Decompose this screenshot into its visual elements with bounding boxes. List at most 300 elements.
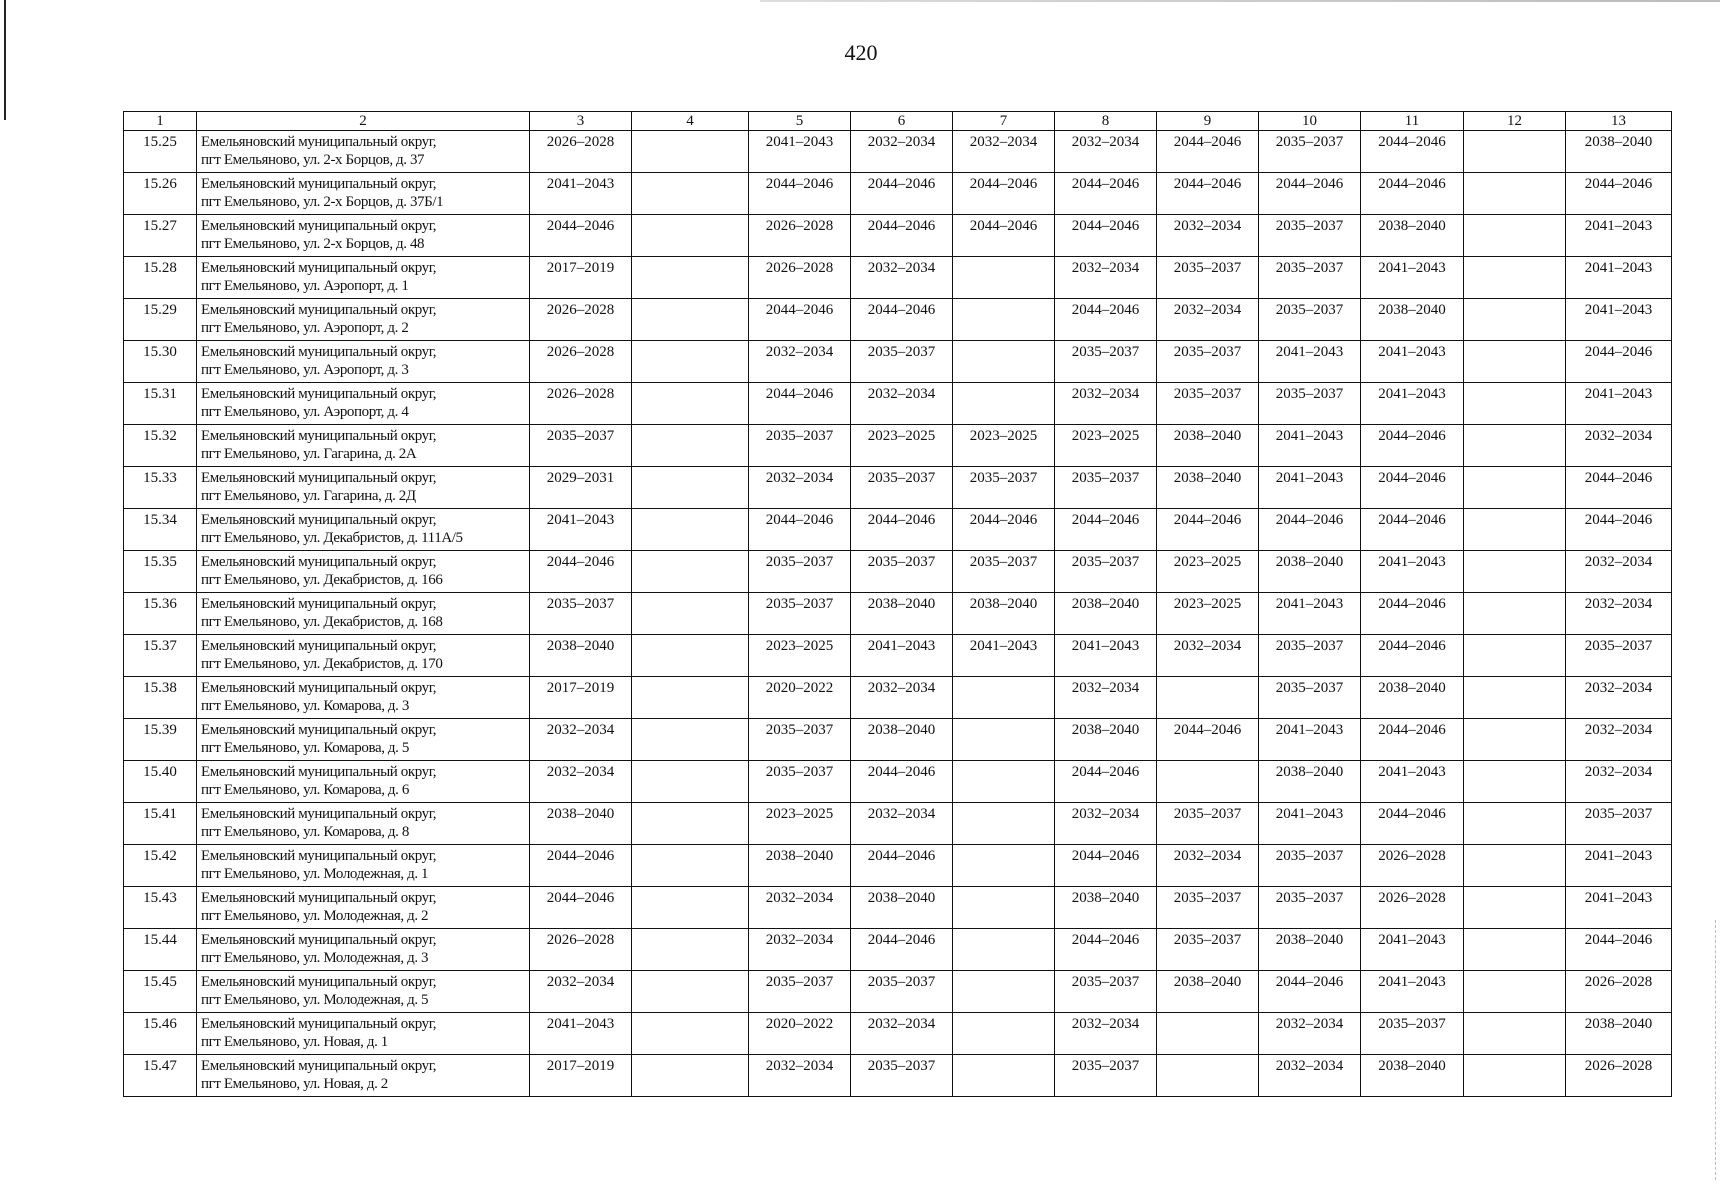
period-cell-col3: 2026–2028 xyxy=(530,131,632,173)
row-number-cell: 15.25 xyxy=(124,131,197,173)
period-cell-col5: 2035–2037 xyxy=(749,719,851,761)
row-number-cell: 15.40 xyxy=(124,761,197,803)
period-cell-col8: 2032–2034 xyxy=(1055,677,1157,719)
row-number-cell: 15.47 xyxy=(124,1055,197,1097)
period-cell-col6: 2044–2046 xyxy=(851,845,953,887)
period-cell-col8: 2032–2034 xyxy=(1055,803,1157,845)
period-cell-col9: 2035–2037 xyxy=(1157,887,1259,929)
address-line-2: пгт Емельяново, ул. Аэропорт, д. 4 xyxy=(201,404,409,420)
period-cell-col3: 2026–2028 xyxy=(530,929,632,971)
period-cell-col7 xyxy=(953,341,1055,383)
address-line-2: пгт Емельяново, ул. Комарова, д. 8 xyxy=(201,824,409,840)
address-line-2: пгт Емельяново, ул. Аэропорт, д. 3 xyxy=(201,362,409,378)
table-body xyxy=(124,131,1672,1097)
period-cell-col10: 2035–2037 xyxy=(1259,845,1361,887)
period-cell-col6: 2032–2034 xyxy=(851,803,953,845)
period-cell-col12 xyxy=(1464,173,1566,215)
column-header: 2 xyxy=(197,112,530,131)
address-line-2: пгт Емельяново, ул. Декабристов, д. 170 xyxy=(201,656,443,672)
period-cell-col3: 2017–2019 xyxy=(530,677,632,719)
address-line-1: Емельяновский муниципальный округ, xyxy=(201,344,437,360)
period-cell-col4 xyxy=(632,677,749,719)
table-row xyxy=(124,761,1672,803)
period-cell-col10: 2041–2043 xyxy=(1259,467,1361,509)
address-line-2: пгт Емельяново, ул. Комарова, д. 3 xyxy=(201,698,409,714)
period-cell-col6: 2041–2043 xyxy=(851,635,953,677)
period-cell-col8: 2032–2034 xyxy=(1055,1013,1157,1055)
period-cell-col10: 2035–2037 xyxy=(1259,257,1361,299)
period-cell-col8: 2023–2025 xyxy=(1055,425,1157,467)
period-cell-col10: 2038–2040 xyxy=(1259,929,1361,971)
period-cell-col13: 2035–2037 xyxy=(1566,635,1672,677)
period-cell-col11: 2044–2046 xyxy=(1361,425,1464,467)
period-cell-col12 xyxy=(1464,509,1566,551)
address-cell xyxy=(197,1013,530,1055)
row-number-cell: 15.31 xyxy=(124,383,197,425)
period-cell-col3: 2026–2028 xyxy=(530,341,632,383)
period-cell-col7: 2044–2046 xyxy=(953,215,1055,257)
period-cell-col8: 2044–2046 xyxy=(1055,173,1157,215)
period-cell-col12 xyxy=(1464,299,1566,341)
row-number-cell: 15.28 xyxy=(124,257,197,299)
column-header: 8 xyxy=(1055,112,1157,131)
address-line-1: Емельяновский муниципальный округ, xyxy=(201,638,437,654)
row-number-cell: 15.46 xyxy=(124,1013,197,1055)
period-cell-col11: 2041–2043 xyxy=(1361,551,1464,593)
period-cell-col11: 2038–2040 xyxy=(1361,215,1464,257)
period-cell-col10: 2044–2046 xyxy=(1259,509,1361,551)
scan-edge-top xyxy=(760,0,1720,2)
row-number-cell: 15.33 xyxy=(124,467,197,509)
period-cell-col8: 2044–2046 xyxy=(1055,509,1157,551)
period-cell-col11: 2041–2043 xyxy=(1361,971,1464,1013)
table-row xyxy=(124,677,1672,719)
period-cell-col10: 2035–2037 xyxy=(1259,131,1361,173)
period-cell-col10: 2032–2034 xyxy=(1259,1013,1361,1055)
address-cell xyxy=(197,593,530,635)
table-row xyxy=(124,929,1672,971)
period-cell-col4 xyxy=(632,803,749,845)
period-cell-col10: 2035–2037 xyxy=(1259,299,1361,341)
period-cell-col8: 2044–2046 xyxy=(1055,215,1157,257)
period-cell-col7 xyxy=(953,1013,1055,1055)
period-cell-col4 xyxy=(632,131,749,173)
period-cell-col3: 2044–2046 xyxy=(530,887,632,929)
table-row xyxy=(124,845,1672,887)
address-line-1: Емельяновский муниципальный округ, xyxy=(201,134,437,150)
period-cell-col11: 2035–2037 xyxy=(1361,1013,1464,1055)
period-cell-col5: 2032–2034 xyxy=(749,467,851,509)
address-line-2: пгт Емельяново, ул. Молодежная, д. 1 xyxy=(201,866,429,882)
period-cell-col4 xyxy=(632,1013,749,1055)
row-number-cell: 15.35 xyxy=(124,551,197,593)
period-cell-col12 xyxy=(1464,677,1566,719)
period-cell-col10: 2032–2034 xyxy=(1259,1055,1361,1097)
period-cell-col8: 2035–2037 xyxy=(1055,551,1157,593)
period-cell-col4 xyxy=(632,299,749,341)
column-header: 5 xyxy=(749,112,851,131)
period-cell-col11: 2041–2043 xyxy=(1361,257,1464,299)
period-cell-col10: 2035–2037 xyxy=(1259,383,1361,425)
period-cell-col11: 2026–2028 xyxy=(1361,845,1464,887)
address-line-2: пгт Емельяново, ул. Аэропорт, д. 1 xyxy=(201,278,409,294)
period-cell-col4 xyxy=(632,1055,749,1097)
address-line-2: пгт Емельяново, ул. Гагарина, д. 2А xyxy=(201,446,417,462)
period-cell-col12 xyxy=(1464,971,1566,1013)
period-cell-col11: 2044–2046 xyxy=(1361,467,1464,509)
period-cell-col13: 2026–2028 xyxy=(1566,1055,1672,1097)
period-cell-col11: 2041–2043 xyxy=(1361,929,1464,971)
period-cell-col8: 2032–2034 xyxy=(1055,131,1157,173)
period-cell-col13: 2026–2028 xyxy=(1566,971,1672,1013)
address-cell xyxy=(197,509,530,551)
period-cell-col6: 2044–2046 xyxy=(851,299,953,341)
period-cell-col5: 2041–2043 xyxy=(749,131,851,173)
period-cell-col11: 2041–2043 xyxy=(1361,383,1464,425)
period-cell-col10: 2041–2043 xyxy=(1259,425,1361,467)
period-cell-col7 xyxy=(953,803,1055,845)
period-cell-col4 xyxy=(632,635,749,677)
period-cell-col9: 2044–2046 xyxy=(1157,509,1259,551)
period-cell-col3: 2035–2037 xyxy=(530,593,632,635)
period-cell-col7 xyxy=(953,929,1055,971)
row-number-cell: 15.41 xyxy=(124,803,197,845)
period-cell-col5: 2026–2028 xyxy=(749,257,851,299)
period-cell-col11: 2026–2028 xyxy=(1361,887,1464,929)
address-line-1: Емельяновский муниципальный округ, xyxy=(201,1058,437,1074)
period-cell-col11: 2044–2046 xyxy=(1361,131,1464,173)
period-cell-col6: 2035–2037 xyxy=(851,1055,953,1097)
period-cell-col3: 2032–2034 xyxy=(530,971,632,1013)
period-cell-col9: 2023–2025 xyxy=(1157,593,1259,635)
period-cell-col11: 2044–2046 xyxy=(1361,635,1464,677)
period-cell-col9 xyxy=(1157,1013,1259,1055)
table-row xyxy=(124,299,1672,341)
period-cell-col7: 2041–2043 xyxy=(953,635,1055,677)
column-header: 3 xyxy=(530,112,632,131)
period-cell-col3: 2029–2031 xyxy=(530,467,632,509)
period-cell-col8: 2044–2046 xyxy=(1055,845,1157,887)
address-cell xyxy=(197,803,530,845)
table-row xyxy=(124,173,1672,215)
address-line-1: Емельяновский муниципальный округ, xyxy=(201,806,437,822)
period-cell-col12 xyxy=(1464,131,1566,173)
period-cell-col10: 2035–2037 xyxy=(1259,635,1361,677)
address-line-2: пгт Емельяново, ул. Декабристов, д. 166 xyxy=(201,572,443,588)
period-cell-col13: 2035–2037 xyxy=(1566,803,1672,845)
period-cell-col7 xyxy=(953,1055,1055,1097)
period-cell-col13: 2041–2043 xyxy=(1566,887,1672,929)
period-cell-col13: 2044–2046 xyxy=(1566,341,1672,383)
period-cell-col13: 2032–2034 xyxy=(1566,425,1672,467)
period-cell-col9 xyxy=(1157,761,1259,803)
address-line-1: Емельяновский муниципальный округ, xyxy=(201,974,437,990)
period-cell-col12 xyxy=(1464,929,1566,971)
period-cell-col4 xyxy=(632,257,749,299)
period-cell-col13: 2041–2043 xyxy=(1566,845,1672,887)
period-cell-col7 xyxy=(953,887,1055,929)
row-number-cell: 15.42 xyxy=(124,845,197,887)
period-cell-col4 xyxy=(632,593,749,635)
table-row xyxy=(124,383,1672,425)
period-cell-col12 xyxy=(1464,467,1566,509)
address-cell xyxy=(197,257,530,299)
period-cell-col3: 2038–2040 xyxy=(530,635,632,677)
period-cell-col9: 2038–2040 xyxy=(1157,425,1259,467)
period-cell-col6: 2032–2034 xyxy=(851,131,953,173)
period-cell-col9 xyxy=(1157,1055,1259,1097)
period-cell-col5: 2026–2028 xyxy=(749,215,851,257)
period-cell-col3: 2026–2028 xyxy=(530,299,632,341)
row-number-cell: 15.30 xyxy=(124,341,197,383)
address-line-1: Емельяновский муниципальный округ, xyxy=(201,932,437,948)
period-cell-col8: 2044–2046 xyxy=(1055,299,1157,341)
period-cell-col10: 2035–2037 xyxy=(1259,677,1361,719)
address-line-2: пгт Емельяново, ул. Молодежная, д. 3 xyxy=(201,950,429,966)
period-cell-col5: 2035–2037 xyxy=(749,761,851,803)
period-cell-col13: 2041–2043 xyxy=(1566,299,1672,341)
period-cell-col9: 2035–2037 xyxy=(1157,383,1259,425)
address-line-2: пгт Емельяново, ул. Аэропорт, д. 2 xyxy=(201,320,409,336)
address-cell xyxy=(197,215,530,257)
period-cell-col3: 2032–2034 xyxy=(530,719,632,761)
table-row xyxy=(124,551,1672,593)
period-cell-col9: 2032–2034 xyxy=(1157,845,1259,887)
period-cell-col3: 2041–2043 xyxy=(530,1013,632,1055)
table-row xyxy=(124,635,1672,677)
period-cell-col9: 2044–2046 xyxy=(1157,131,1259,173)
period-cell-col12 xyxy=(1464,551,1566,593)
period-cell-col5: 2032–2034 xyxy=(749,887,851,929)
address-cell xyxy=(197,1055,530,1097)
address-line-2: пгт Емельяново, ул. 2-х Борцов, д. 48 xyxy=(201,236,425,252)
period-cell-col6: 2032–2034 xyxy=(851,257,953,299)
period-cell-col3: 2026–2028 xyxy=(530,383,632,425)
address-line-2: пгт Емельяново, ул. Комарова, д. 6 xyxy=(201,782,409,798)
address-cell xyxy=(197,971,530,1013)
period-cell-col7 xyxy=(953,845,1055,887)
period-cell-col6: 2044–2046 xyxy=(851,173,953,215)
period-cell-col11: 2044–2046 xyxy=(1361,509,1464,551)
address-line-2: пгт Емельяново, ул. Молодежная, д. 2 xyxy=(201,908,429,924)
row-number-cell: 15.39 xyxy=(124,719,197,761)
column-header: 9 xyxy=(1157,112,1259,131)
period-cell-col6: 2035–2037 xyxy=(851,467,953,509)
address-line-1: Емельяновский муниципальный округ, xyxy=(201,554,437,570)
row-number-cell: 15.34 xyxy=(124,509,197,551)
table-row xyxy=(124,509,1672,551)
period-cell-col12 xyxy=(1464,761,1566,803)
header-row xyxy=(124,112,1672,131)
period-cell-col9: 2038–2040 xyxy=(1157,971,1259,1013)
period-cell-col7: 2044–2046 xyxy=(953,173,1055,215)
address-line-1: Емельяновский муниципальный округ, xyxy=(201,470,437,486)
period-cell-col3: 2038–2040 xyxy=(530,803,632,845)
period-cell-col6: 2044–2046 xyxy=(851,929,953,971)
period-cell-col6: 2023–2025 xyxy=(851,425,953,467)
address-line-1: Емельяновский муниципальный округ, xyxy=(201,428,437,444)
address-cell xyxy=(197,677,530,719)
period-cell-col6: 2032–2034 xyxy=(851,677,953,719)
period-cell-col13: 2032–2034 xyxy=(1566,719,1672,761)
period-cell-col7 xyxy=(953,677,1055,719)
address-line-1: Емельяновский муниципальный округ, xyxy=(201,848,437,864)
table-row xyxy=(124,1013,1672,1055)
table-row xyxy=(124,803,1672,845)
period-cell-col5: 2035–2037 xyxy=(749,425,851,467)
address-cell xyxy=(197,929,530,971)
address-cell xyxy=(197,299,530,341)
period-cell-col3: 2041–2043 xyxy=(530,173,632,215)
address-line-2: пгт Емельяново, ул. Декабристов, д. 111А/5 xyxy=(201,530,463,546)
period-cell-col11: 2038–2040 xyxy=(1361,1055,1464,1097)
period-cell-col8: 2044–2046 xyxy=(1055,929,1157,971)
address-cell xyxy=(197,551,530,593)
column-header: 7 xyxy=(953,112,1055,131)
address-line-1: Емельяновский муниципальный округ, xyxy=(201,512,437,528)
period-cell-col4 xyxy=(632,929,749,971)
address-line-1: Емельяновский муниципальный округ, xyxy=(201,890,437,906)
period-cell-col13: 2044–2046 xyxy=(1566,929,1672,971)
period-cell-col7: 2035–2037 xyxy=(953,551,1055,593)
period-cell-col4 xyxy=(632,719,749,761)
row-number-cell: 15.44 xyxy=(124,929,197,971)
table-row xyxy=(124,341,1672,383)
period-cell-col12 xyxy=(1464,719,1566,761)
address-cell xyxy=(197,635,530,677)
period-cell-col5: 2020–2022 xyxy=(749,1013,851,1055)
period-cell-col8: 2032–2034 xyxy=(1055,383,1157,425)
period-cell-col7 xyxy=(953,257,1055,299)
period-cell-col5: 2032–2034 xyxy=(749,1055,851,1097)
period-cell-col13: 2032–2034 xyxy=(1566,761,1672,803)
table-row xyxy=(124,467,1672,509)
page-number: 420 xyxy=(844,40,878,65)
address-line-1: Емельяновский муниципальный округ, xyxy=(201,302,437,318)
column-header: 1 xyxy=(124,112,197,131)
address-line-1: Емельяновский муниципальный округ, xyxy=(201,260,437,276)
period-cell-col7: 2035–2037 xyxy=(953,467,1055,509)
period-cell-col5: 2035–2037 xyxy=(749,551,851,593)
period-cell-col4 xyxy=(632,341,749,383)
address-line-2: пгт Емельяново, ул. Комарова, д. 5 xyxy=(201,740,409,756)
column-header: 6 xyxy=(851,112,953,131)
period-cell-col12 xyxy=(1464,1055,1566,1097)
period-cell-col10: 2041–2043 xyxy=(1259,593,1361,635)
period-cell-col5: 2023–2025 xyxy=(749,635,851,677)
address-line-2: пгт Емельяново, ул. Новая, д. 1 xyxy=(201,1034,388,1050)
period-cell-col12 xyxy=(1464,593,1566,635)
period-cell-col10: 2041–2043 xyxy=(1259,719,1361,761)
period-cell-col12 xyxy=(1464,341,1566,383)
table-row xyxy=(124,971,1672,1013)
period-cell-col3: 2032–2034 xyxy=(530,761,632,803)
period-cell-col13: 2032–2034 xyxy=(1566,677,1672,719)
address-cell xyxy=(197,467,530,509)
period-cell-col7 xyxy=(953,719,1055,761)
period-cell-col5: 2044–2046 xyxy=(749,383,851,425)
period-cell-col4 xyxy=(632,887,749,929)
period-cell-col4 xyxy=(632,551,749,593)
address-cell xyxy=(197,845,530,887)
row-number-cell: 15.29 xyxy=(124,299,197,341)
period-cell-col7: 2032–2034 xyxy=(953,131,1055,173)
address-line-2: пгт Емельяново, ул. Декабристов, д. 168 xyxy=(201,614,443,630)
period-cell-col7 xyxy=(953,299,1055,341)
period-cell-col9: 2032–2034 xyxy=(1157,299,1259,341)
period-cell-col7 xyxy=(953,383,1055,425)
period-cell-col12 xyxy=(1464,803,1566,845)
period-cell-col4 xyxy=(632,971,749,1013)
period-cell-col9 xyxy=(1157,677,1259,719)
period-cell-col11: 2041–2043 xyxy=(1361,341,1464,383)
period-cell-col9: 2035–2037 xyxy=(1157,341,1259,383)
period-cell-col12 xyxy=(1464,1013,1566,1055)
period-cell-col13: 2044–2046 xyxy=(1566,509,1672,551)
table-row xyxy=(124,131,1672,173)
period-cell-col9: 2035–2037 xyxy=(1157,803,1259,845)
period-cell-col7 xyxy=(953,971,1055,1013)
period-cell-col5: 2038–2040 xyxy=(749,845,851,887)
period-cell-col11: 2044–2046 xyxy=(1361,173,1464,215)
period-cell-col11: 2041–2043 xyxy=(1361,761,1464,803)
period-cell-col9: 2044–2046 xyxy=(1157,719,1259,761)
period-cell-col10: 2044–2046 xyxy=(1259,971,1361,1013)
address-line-2: пгт Емельяново, ул. Молодежная, д. 5 xyxy=(201,992,429,1008)
period-cell-col12 xyxy=(1464,215,1566,257)
period-cell-col8: 2038–2040 xyxy=(1055,887,1157,929)
period-cell-col10: 2038–2040 xyxy=(1259,761,1361,803)
period-cell-col6: 2044–2046 xyxy=(851,509,953,551)
period-cell-col3: 2044–2046 xyxy=(530,215,632,257)
period-cell-col9: 2032–2034 xyxy=(1157,215,1259,257)
row-number-cell: 15.45 xyxy=(124,971,197,1013)
period-cell-col9: 2032–2034 xyxy=(1157,635,1259,677)
period-cell-col6: 2038–2040 xyxy=(851,719,953,761)
address-line-2: пгт Емельяново, ул. 2-х Борцов, д. 37 xyxy=(201,152,425,168)
period-cell-col3: 2017–2019 xyxy=(530,257,632,299)
period-cell-col8: 2044–2046 xyxy=(1055,761,1157,803)
address-line-1: Емельяновский муниципальный округ, xyxy=(201,722,437,738)
address-line-1: Емельяновский муниципальный округ, xyxy=(201,218,437,234)
period-cell-col12 xyxy=(1464,383,1566,425)
address-line-2: пгт Емельяново, ул. 2-х Борцов, д. 37Б/1 xyxy=(201,194,444,210)
period-cell-col6: 2038–2040 xyxy=(851,593,953,635)
address-cell xyxy=(197,383,530,425)
period-cell-col9: 2035–2037 xyxy=(1157,929,1259,971)
period-cell-col8: 2035–2037 xyxy=(1055,341,1157,383)
table-row xyxy=(124,593,1672,635)
table-row xyxy=(124,887,1672,929)
table-row xyxy=(124,425,1672,467)
period-cell-col6: 2035–2037 xyxy=(851,551,953,593)
period-cell-col10: 2041–2043 xyxy=(1259,341,1361,383)
table-row xyxy=(124,719,1672,761)
period-cell-col10: 2041–2043 xyxy=(1259,803,1361,845)
period-cell-col4 xyxy=(632,509,749,551)
period-cell-col5: 2035–2037 xyxy=(749,593,851,635)
period-cell-col4 xyxy=(632,173,749,215)
period-cell-col7: 2023–2025 xyxy=(953,425,1055,467)
row-number-cell: 15.38 xyxy=(124,677,197,719)
period-cell-col10: 2035–2037 xyxy=(1259,887,1361,929)
period-cell-col11: 2044–2046 xyxy=(1361,719,1464,761)
period-cell-col4 xyxy=(632,425,749,467)
schedule-table xyxy=(123,111,1672,1097)
address-line-1: Емельяновский муниципальный округ, xyxy=(201,596,437,612)
period-cell-col13: 2038–2040 xyxy=(1566,131,1672,173)
row-number-cell: 15.32 xyxy=(124,425,197,467)
